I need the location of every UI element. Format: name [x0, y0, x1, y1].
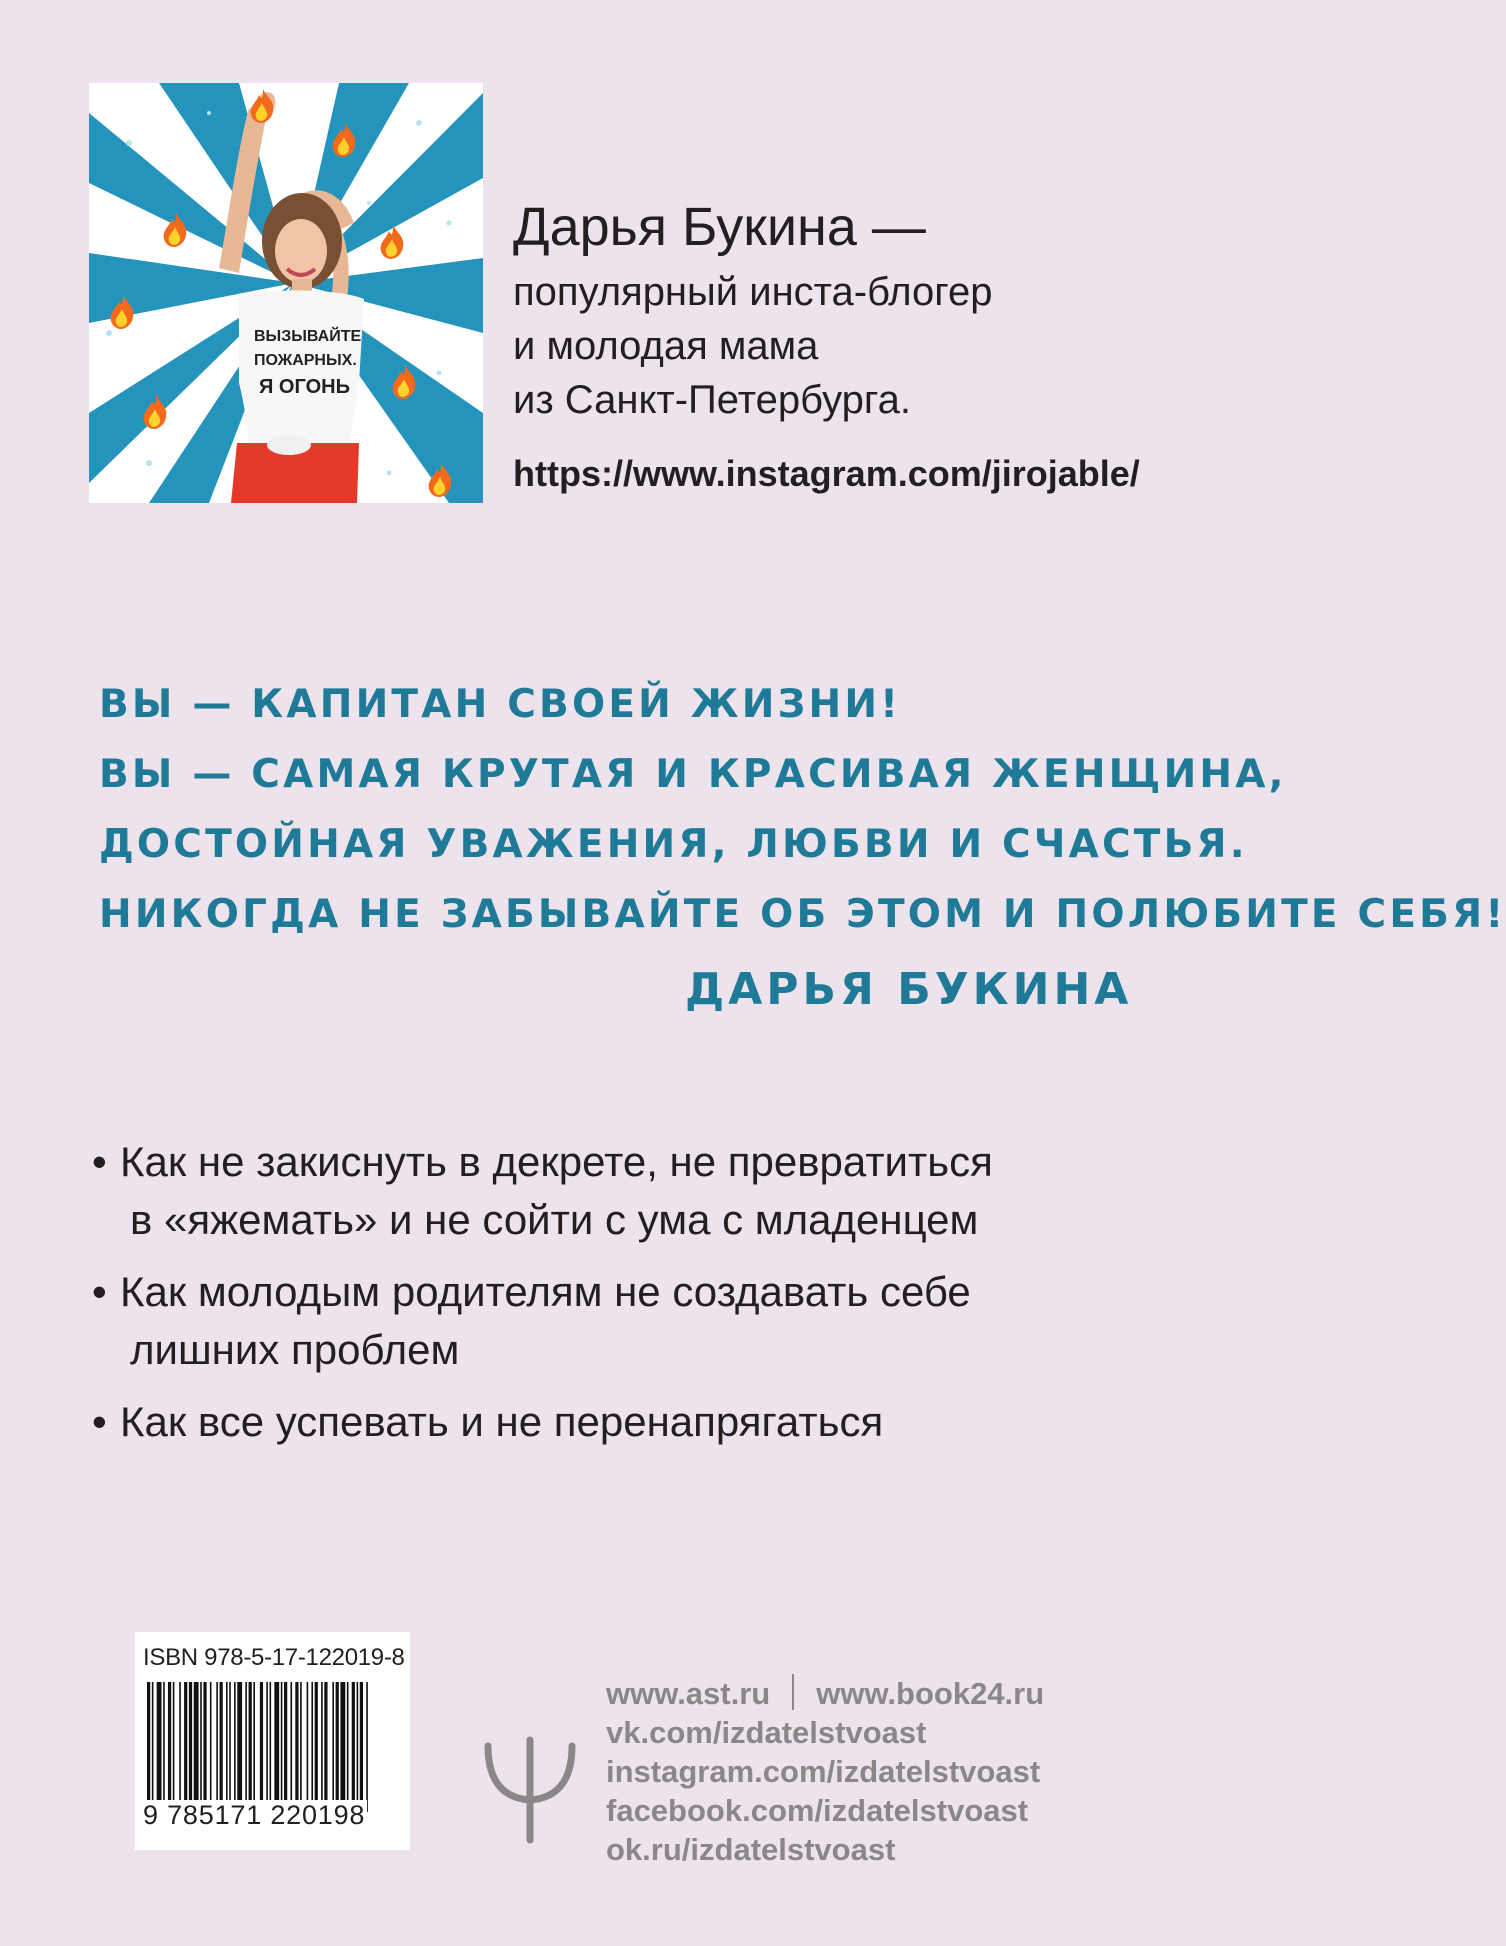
list-item [92, 1263, 1272, 1379]
list-item-line: Как все успевать и не перенапрягаться [120, 1398, 884, 1445]
publisher-social-link[interactable]: instagram.com/izdatelstvoast [606, 1754, 1041, 1789]
instagram-link[interactable]: https://www.instagram.com/jirojable/ [513, 453, 1140, 494]
barcode-bar [352, 1682, 355, 1812]
barcode-bar [340, 1682, 345, 1812]
publisher-social-link[interactable]: vk.com/izdatelstvoast [606, 1715, 927, 1750]
barcode-bar [220, 1682, 223, 1812]
barcode-bar [203, 1682, 206, 1812]
motto-block [99, 670, 1506, 1030]
barcode-bar [216, 1682, 218, 1812]
author-name: Дарья Букина — [513, 197, 926, 257]
barcode-bar [147, 1682, 150, 1812]
feature-list [92, 1133, 1272, 1465]
motto-line: ВЫ — САМАЯ КРУТАЯ И КРАСИВАЯ ЖЕНЩИНА, [99, 752, 1287, 797]
barcode-bar [360, 1682, 363, 1812]
barcode-bar [266, 1682, 268, 1812]
shirt-text-2: ПОЖАРНЫХ. [254, 352, 357, 369]
publisher-site-link[interactable]: www.book24.ru [816, 1676, 1045, 1711]
isbn-label: ISBN 978-5-17-122019-8 [143, 1644, 405, 1671]
motto-signature: ДАРЬЯ БУКИНА [685, 964, 1133, 1015]
barcode-bar [173, 1682, 175, 1812]
list-item-line: в «яжемать» и не сойти с ума с младенцем [130, 1196, 979, 1243]
barcode-bar [194, 1682, 199, 1812]
barcode-bar [189, 1682, 192, 1812]
barcode-bar [366, 1682, 368, 1812]
barcode-digits: 9 785171 220198 [143, 1800, 366, 1830]
motto-line: ДОСТОЙНАЯ УВАЖЕНИЯ, ЛЮБВИ И СЧАСТЬЯ. [99, 822, 1248, 867]
author-photo [89, 83, 483, 503]
barcode-bar [226, 1682, 228, 1812]
barcode-bar [245, 1682, 247, 1812]
barcode-bar [210, 1682, 212, 1812]
author-description-line: популярный инста-блогер [513, 270, 993, 314]
barcode-bar [290, 1682, 292, 1812]
barcode-bar [270, 1682, 272, 1812]
barcode-bar [315, 1682, 318, 1812]
barcode-bar [249, 1682, 252, 1812]
barcode-bar [260, 1682, 263, 1812]
shirt-text-1: ВЫЗЫВАЙТЕ [254, 328, 362, 345]
divider [792, 1674, 794, 1710]
list-item [92, 1133, 1272, 1249]
barcode-bar [332, 1682, 334, 1812]
barcode-bar [357, 1682, 359, 1812]
barcode-bar [274, 1682, 279, 1812]
barcode-bar [253, 1682, 255, 1812]
publisher-social-link[interactable]: ok.ru/izdatelstvoast [606, 1832, 896, 1867]
barcode-bar [179, 1682, 181, 1812]
publisher-links [606, 1674, 1044, 1869]
barcode-bar [229, 1682, 231, 1812]
barcode-bar [324, 1682, 327, 1812]
motto-line: НИКОГДА НЕ ЗАБЫВАЙТЕ ОБ ЭТОМ И ПОЛЮБИТЕ СЕБЯ! [99, 892, 1506, 937]
barcode-bar [157, 1682, 162, 1812]
barcode-bar [281, 1682, 283, 1812]
barcode-bar [234, 1682, 236, 1812]
list-item-line: лишних проблем [130, 1326, 460, 1373]
barcode-bar [347, 1682, 349, 1812]
barcode-bar [284, 1682, 287, 1812]
barcode-bar [311, 1682, 313, 1812]
barcode-bar [168, 1682, 171, 1812]
barcode-bar [321, 1682, 323, 1812]
barcode-bar [200, 1682, 202, 1812]
author-bio [513, 195, 1313, 427]
barcode [135, 1632, 410, 1850]
list-item-line: Как не закиснуть в декрете, не превратиться [120, 1138, 993, 1185]
publisher-social-link[interactable]: facebook.com/izdatelstvoast [606, 1793, 1029, 1828]
author-description-line: из Санкт-Петербурга. [513, 378, 911, 422]
author-description-line: и молодая мама [513, 324, 819, 368]
list-item-line: Как молодым родителям не создавать себе [120, 1268, 971, 1315]
barcode-bar [307, 1682, 309, 1812]
publisher-logo-icon [482, 1740, 578, 1845]
barcode-bar [336, 1682, 339, 1812]
barcode-bar [237, 1682, 242, 1812]
publisher-sites-row [606, 1674, 1044, 1713]
publisher-site-link[interactable]: www.ast.ru [606, 1676, 771, 1711]
barcode-bar [184, 1682, 187, 1812]
list-item [92, 1393, 1272, 1451]
motto-line: ВЫ — КАПИТАН СВОЕЙ ЖИЗНИ! [99, 682, 902, 727]
barcode-bars [143, 1682, 401, 1812]
barcode-bar [152, 1682, 154, 1812]
barcode-bar [163, 1682, 165, 1812]
shirt-text-3: Я ОГОНЬ [259, 376, 350, 398]
barcode-bar [300, 1682, 302, 1812]
barcode-bar [295, 1682, 298, 1812]
